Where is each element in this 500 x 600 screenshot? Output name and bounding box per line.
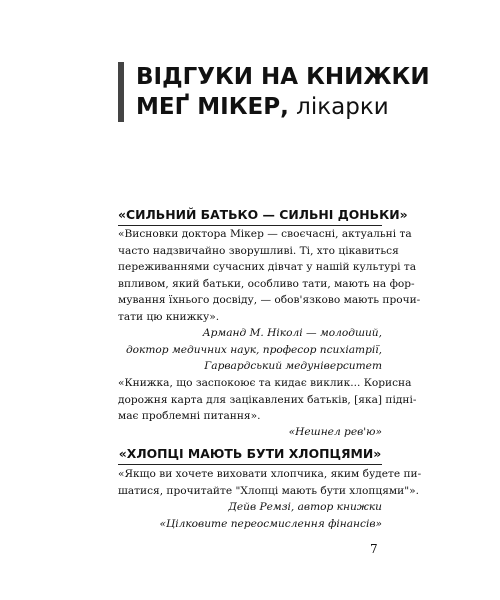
- heading-author-line: [136, 92, 430, 122]
- attribution-line: «Цілковите переосмислення фінансів»: [159, 517, 382, 530]
- quote-line: має проблемні питання».: [118, 410, 261, 422]
- heading-subtitle: лікарки: [288, 94, 389, 120]
- quote-line: «Книжка, що заспокоює та кидає виклик... Корисна: [118, 377, 412, 389]
- heading-title: ВІДГУКИ НА КНИЖКИ: [136, 64, 430, 90]
- attribution-line: «Нешнел рев'ю»: [288, 426, 382, 438]
- page-number: 7: [370, 542, 378, 556]
- attribution-line: Арманд М. Ніколі — молодший,: [202, 327, 382, 339]
- quote-line: часто надзвичайно зворушливі. Ті, хто цікавиться: [118, 244, 399, 257]
- quote-line: шатися, прочитайте "Хлопці мають бути хлопцями"».: [118, 484, 419, 497]
- attribution-line: Гарвардський медуніверситет: [204, 360, 382, 372]
- section-divider: [118, 464, 382, 465]
- attribution-line: Дейв Ремзі, автор книжки: [228, 501, 382, 513]
- attribution-line: доктор медичних наук, професор психіатрії,: [125, 343, 382, 356]
- quote-line: впливом, який батьки, особливо тати, мають на фор-: [118, 277, 415, 290]
- quote-line: переживаннями сучасних дівчат у нашій культурі та: [118, 261, 417, 273]
- quote-line: «Якщо ви хочете виховати хлопчика, яким будете пи-: [118, 468, 422, 480]
- page-heading: [118, 62, 430, 122]
- quote-line: тати цю книжку».: [118, 310, 220, 323]
- review-attribution: [118, 424, 382, 441]
- review-quote: [118, 226, 421, 325]
- section-title-strong-father: «СИЛЬНИЙ БАТЬКО — СИЛЬНІ ДОНЬКИ»: [118, 207, 408, 222]
- review-attribution: [118, 325, 382, 375]
- quote-line: мування їхнього досвіду, — обов'язково мають прочи-: [118, 294, 421, 306]
- review-quote: [118, 375, 417, 425]
- review-quote: [118, 466, 422, 499]
- quote-line: «Висновки доктора Мікер — своєчасні, актуальні та: [118, 228, 412, 240]
- review-attribution: [118, 499, 382, 532]
- section-title-boys-will-be-boys: «ХЛОПЦІ МАЮТЬ БУТИ ХЛОПЦЯМИ»: [118, 446, 382, 461]
- quote-line: дорожня карта для зацікавлених батьків, [яка] підні-: [118, 393, 417, 406]
- heading-author: МЕҐ МІКЕР,: [136, 94, 289, 120]
